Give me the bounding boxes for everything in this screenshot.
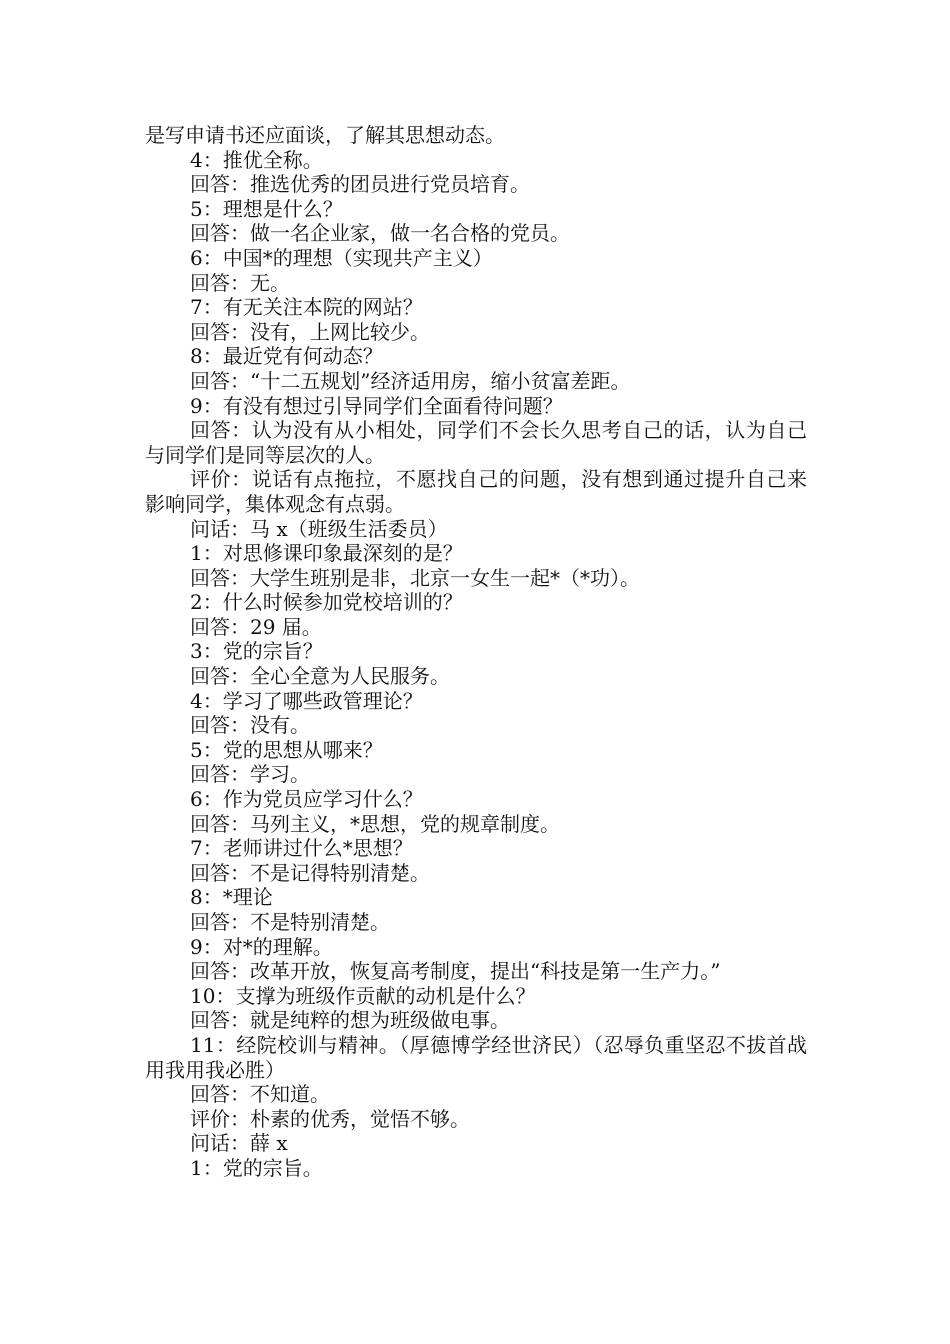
document-body: [145, 123, 807, 1181]
document-paragraph: 回答：全心全意为人民服务。: [190, 664, 450, 689]
document-paragraph: 问话：马 x（班级生活委员）: [190, 516, 448, 541]
document-paragraph: 回答：无。: [190, 270, 290, 295]
document-paragraph: 4：推优全称。: [190, 147, 323, 172]
document-paragraph: 回答：推选优秀的团员进行党员培育。: [190, 172, 530, 197]
document-paragraph: 评价：说话有点拖拉，不愿找自己的问题，没有想到通过提升自己来影响同学，集体观念有点弱。: [145, 467, 807, 516]
document-paragraph: 回答：认为没有从小相处，同学们不会长久思考自己的话，认为自己与同学们是同等层次的人。: [145, 418, 807, 467]
document-paragraph: 7：有无关注本院的网站？: [190, 295, 423, 320]
document-paragraph: 3：党的宗旨？: [190, 639, 323, 664]
document-paragraph: 是写申请书还应面谈，了解其思想动态。: [145, 123, 505, 147]
document-paragraph: 8：*理论: [190, 885, 273, 910]
document-paragraph: 6：中国*的理想（实现共产主义）: [190, 245, 493, 270]
document-paragraph: 11：经院校训与精神。（厚德博学经世济民）（忍辱负重坚忍不拔首战用我用我必胜）: [145, 1032, 807, 1082]
document-paragraph: 回答：学习。: [190, 762, 310, 787]
document-paragraph: 9：对*的理解。: [190, 934, 333, 959]
document-paragraph: 回答：“十二五规划”经济适用房，缩小贫富差距。: [190, 368, 631, 393]
document-paragraph: 回答：大学生班别是非，北京一女生一起*（*功）。: [190, 565, 640, 590]
document-paragraph: 1：党的宗旨。: [190, 1155, 323, 1180]
document-paragraph: 5：理想是什么？: [190, 196, 343, 221]
document-paragraph: 回答：29 届。: [190, 614, 322, 639]
document-paragraph: 回答：不是记得特别清楚。: [190, 860, 430, 885]
document-paragraph: 10：支撑为班级作贡献的动机是什么？: [190, 983, 536, 1008]
document-paragraph: 回答：不知道。: [190, 1082, 330, 1107]
document-paragraph: 回答：就是纯粹的想为班级做电事。: [190, 1008, 510, 1033]
document-paragraph: 回答：马列主义，*思想，党的规章制度。: [190, 811, 560, 836]
document-paragraph: 9：有没有想过引导同学们全面看待问题？: [190, 393, 563, 418]
document-paragraph: 回答：没有，上网比较少。: [190, 319, 430, 344]
document-paragraph: 回答：没有。: [190, 713, 310, 738]
document-paragraph: 4：学习了哪些政管理论？: [190, 688, 423, 713]
document-paragraph: 6：作为党员应学习什么？: [190, 787, 423, 812]
document-paragraph: 8：最近党有何动态？: [190, 344, 383, 369]
document-paragraph: 7：老师讲过什么*思想？: [190, 836, 413, 861]
document-paragraph: 回答：改革开放，恢复高考制度，提出“科技是第一生产力。”: [190, 959, 721, 984]
document-paragraph: 问话：薛 x: [190, 1131, 288, 1156]
document-paragraph: 2：什么时候参加党校培训的？: [190, 590, 463, 615]
document-paragraph: 1：对思修课印象最深刻的是？: [190, 541, 463, 566]
document-paragraph: 5：党的思想从哪来？: [190, 737, 383, 762]
document-paragraph: 评价：朴素的优秀，觉悟不够。: [190, 1106, 470, 1131]
document-paragraph: 回答：不是特别清楚。: [190, 910, 390, 934]
document-paragraph: 回答：做一名企业家，做一名合格的党员。: [190, 221, 570, 246]
